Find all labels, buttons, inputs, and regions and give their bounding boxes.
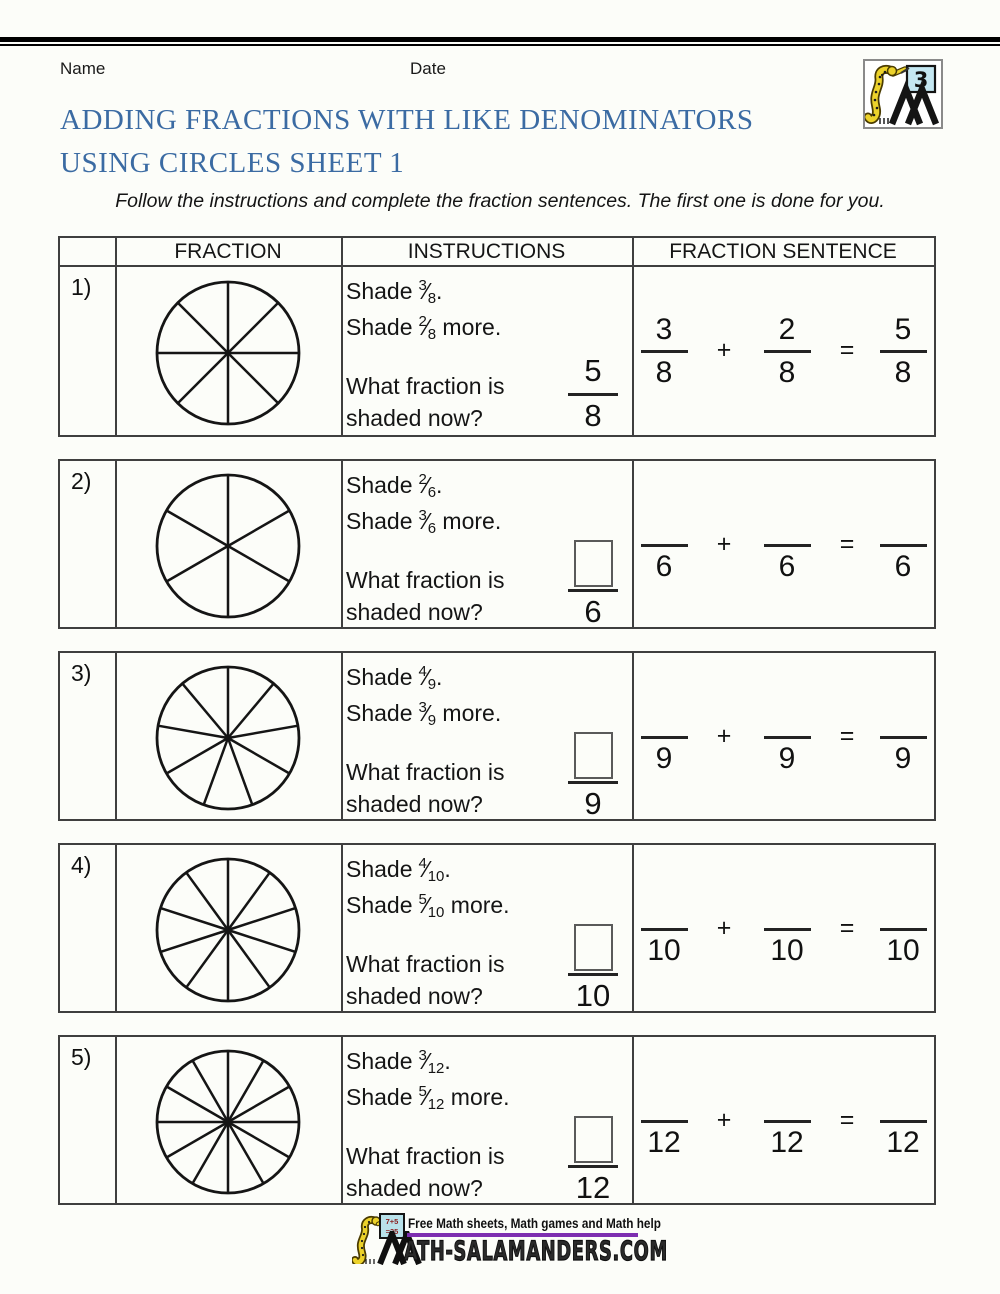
footer-tagline: Free Math sheets, Math games and Math help	[408, 1215, 661, 1231]
nut-fraction: $^3⁄_6$	[418, 507, 437, 537]
answer-numerator: 5	[584, 353, 602, 388]
instruction-line: Shade $^5⁄_{10}$ more.	[346, 891, 510, 921]
header-cell-instructions: INSTRUCTIONS	[407, 240, 566, 263]
sentence-fraction: 12	[757, 1083, 817, 1161]
nut-fraction: $^5⁄_{10}$	[418, 891, 445, 921]
plus-operator: +	[716, 530, 732, 558]
answer-denominator: 10	[575, 978, 611, 1013]
fraction-circle	[153, 471, 303, 621]
question-line: What fraction is	[346, 951, 505, 977]
question-line: shaded now?	[346, 791, 483, 817]
instruction-line: Shade $^3⁄_9$ more.	[346, 699, 502, 729]
footer-board: 7+5 =35	[379, 1213, 405, 1239]
grade-number: 3	[913, 68, 929, 92]
answer-denominator: 9	[584, 786, 602, 821]
sentence-fraction: 6	[757, 507, 817, 585]
sentence-fraction: 2 8	[757, 313, 817, 391]
answer-box	[574, 1116, 613, 1163]
worksheet-row	[58, 843, 936, 1013]
fraction-circle	[153, 278, 303, 428]
nut-fraction: $^3⁄_8$	[418, 277, 437, 307]
header-cell-fraction: FRACTION	[174, 240, 282, 263]
site-name: ATH-SALAMANDERS.COM	[404, 1236, 668, 1267]
worksheet-row	[58, 265, 936, 437]
question-line: shaded now?	[346, 983, 483, 1009]
equals-operator: =	[839, 722, 855, 750]
row-number: 2)	[71, 468, 92, 494]
answer-denominator: 12	[575, 1170, 611, 1205]
nut-fraction: $^5⁄_{12}$	[418, 1083, 445, 1113]
answer-denominator: 8	[584, 398, 602, 433]
page-title: ADDING FRACTIONS WITH LIKE DENOMINATORS	[60, 104, 754, 136]
plus-operator: +	[716, 914, 732, 942]
date-label: Date	[410, 59, 446, 78]
header-cell-sentence: FRACTION SENTENCE	[669, 240, 897, 263]
row-number: 1)	[71, 274, 92, 300]
top-rule	[0, 37, 1000, 46]
equals-operator: =	[839, 914, 855, 942]
nut-fraction: $^3⁄_9$	[418, 699, 437, 729]
answer-box	[574, 540, 613, 587]
table-header	[58, 236, 936, 267]
instruction-line: Shade $^4⁄_{10}$.	[346, 855, 451, 885]
instruction-line: Shade $^2⁄_8$ more.	[346, 313, 502, 343]
answer-denominator: 6	[584, 594, 602, 629]
question-line: What fraction is	[346, 1143, 505, 1169]
plus-operator: +	[716, 1106, 732, 1134]
sentence-fraction: 5 8	[873, 313, 933, 391]
page-title-line2: USING CIRCLES SHEET 1	[60, 147, 405, 179]
sentence-fraction: 9	[757, 699, 817, 777]
nut-fraction: $^2⁄_8$	[418, 313, 437, 343]
nut-fraction: $^4⁄_{10}$	[418, 855, 445, 885]
instruction-line: Shade $^4⁄_9$.	[346, 663, 443, 693]
row-number: 5)	[71, 1044, 92, 1070]
worksheet-row	[58, 459, 936, 629]
answer-block	[563, 732, 623, 822]
sentence-fraction: 9	[634, 699, 694, 777]
sentence-fraction: 10	[634, 891, 694, 969]
fraction-circle	[153, 1047, 303, 1197]
plus-operator: +	[716, 722, 732, 750]
answer-block	[563, 1116, 623, 1206]
question-line: shaded now?	[346, 1175, 483, 1201]
sentence-fraction: 3 8	[634, 313, 694, 391]
instruction-line: Shade $^3⁄_6$ more.	[346, 507, 502, 537]
instruction-line: Shade $^2⁄_6$.	[346, 471, 443, 501]
equals-operator: =	[839, 530, 855, 558]
equals-operator: =	[839, 1106, 855, 1134]
sentence-fraction: 6	[873, 507, 933, 585]
sentence-fraction: 12	[873, 1083, 933, 1161]
nut-fraction: $^4⁄_9$	[418, 663, 437, 693]
name-label: Name	[60, 59, 106, 78]
question-line: What fraction is	[346, 373, 505, 399]
question-line: shaded now?	[346, 599, 483, 625]
answer-block	[563, 346, 623, 434]
instruction-line: Shade $^5⁄_{12}$ more.	[346, 1083, 510, 1113]
sentence-fraction: 6	[634, 507, 694, 585]
question-line: What fraction is	[346, 759, 505, 785]
answer-box	[574, 924, 613, 971]
fraction-circle	[153, 855, 303, 1005]
worksheet-row	[58, 651, 936, 821]
instruction-line: Shade $^3⁄_{12}$.	[346, 1047, 451, 1077]
sentence-fraction: 10	[757, 891, 817, 969]
answer-box	[574, 732, 613, 779]
fraction-circle	[153, 663, 303, 813]
salamander-head	[888, 67, 897, 76]
row-number: 3)	[71, 660, 92, 686]
worksheet-row	[58, 1035, 936, 1205]
row-number: 4)	[71, 852, 92, 878]
plus-operator: +	[716, 336, 732, 364]
page-subtitle: Follow the instructions and complete the fraction sentences. The first one is done for you.	[115, 190, 885, 212]
answer-block	[563, 924, 623, 1014]
sentence-fraction: 9	[873, 699, 933, 777]
nut-fraction: $^3⁄_{12}$	[418, 1047, 445, 1077]
question-line: shaded now?	[346, 405, 483, 431]
instruction-line: Shade $^3⁄_8$.	[346, 277, 443, 307]
equals-operator: =	[839, 336, 855, 364]
nut-fraction: $^2⁄_6$	[418, 471, 437, 501]
question-line: What fraction is	[346, 567, 505, 593]
sentence-fraction: 10	[873, 891, 933, 969]
answer-block	[563, 540, 623, 630]
sentence-fraction: 12	[634, 1083, 694, 1161]
